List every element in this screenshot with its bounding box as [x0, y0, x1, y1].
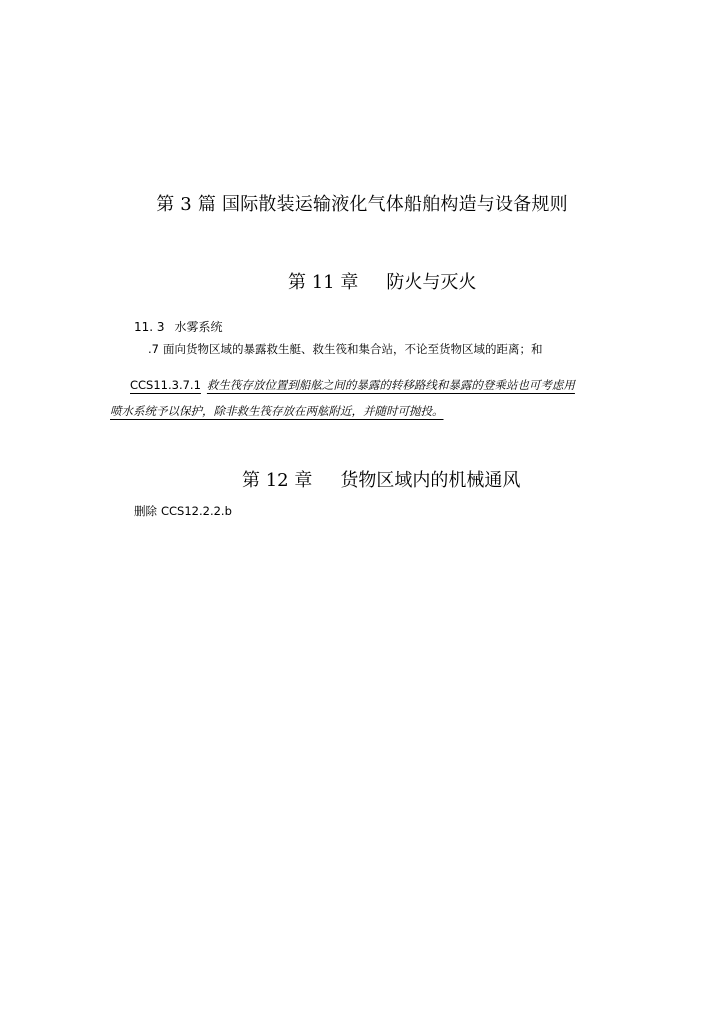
ccs-amendment-paragraph	[110, 372, 646, 424]
chapter-number: 第 11 章	[288, 272, 359, 293]
chapter-12-heading	[242, 466, 520, 492]
ccs-line-1-text: 救生筏存放位置到船舷之间的暴露的转移路线和暴露的登乘站也可考虑用	[206, 378, 575, 392]
chapter-number: 第 12 章	[242, 470, 313, 491]
ccs-line-1	[110, 372, 646, 398]
section-title: 水雾系统	[174, 320, 223, 334]
section-number: 11. 3	[134, 320, 165, 334]
delete-reference: CCS12.2.2.b	[161, 504, 232, 518]
part-title: 第 3 篇 国际散装运输液化气体船舶构造与设备规则	[156, 194, 568, 215]
section-heading	[134, 318, 223, 335]
list-item	[148, 341, 542, 357]
chapter-title: 货物区域内的机械通风	[340, 470, 521, 491]
delete-note	[134, 503, 232, 519]
ccs-reference: CCS11.3.7.1	[130, 378, 201, 392]
chapter-11-heading	[288, 268, 476, 294]
chapter-title: 防火与灭火	[386, 272, 477, 293]
item-text: 面向货物区域的暴露救生艇、救生筏和集合站，不论至货物区域的距离；和	[162, 342, 543, 356]
ccs-line-2: 喷水系统予以保护，除非救生筏存放在两舷附近，并随时可抛投。	[110, 404, 444, 418]
item-number: .7	[148, 342, 159, 356]
delete-label: 删除	[134, 504, 157, 518]
